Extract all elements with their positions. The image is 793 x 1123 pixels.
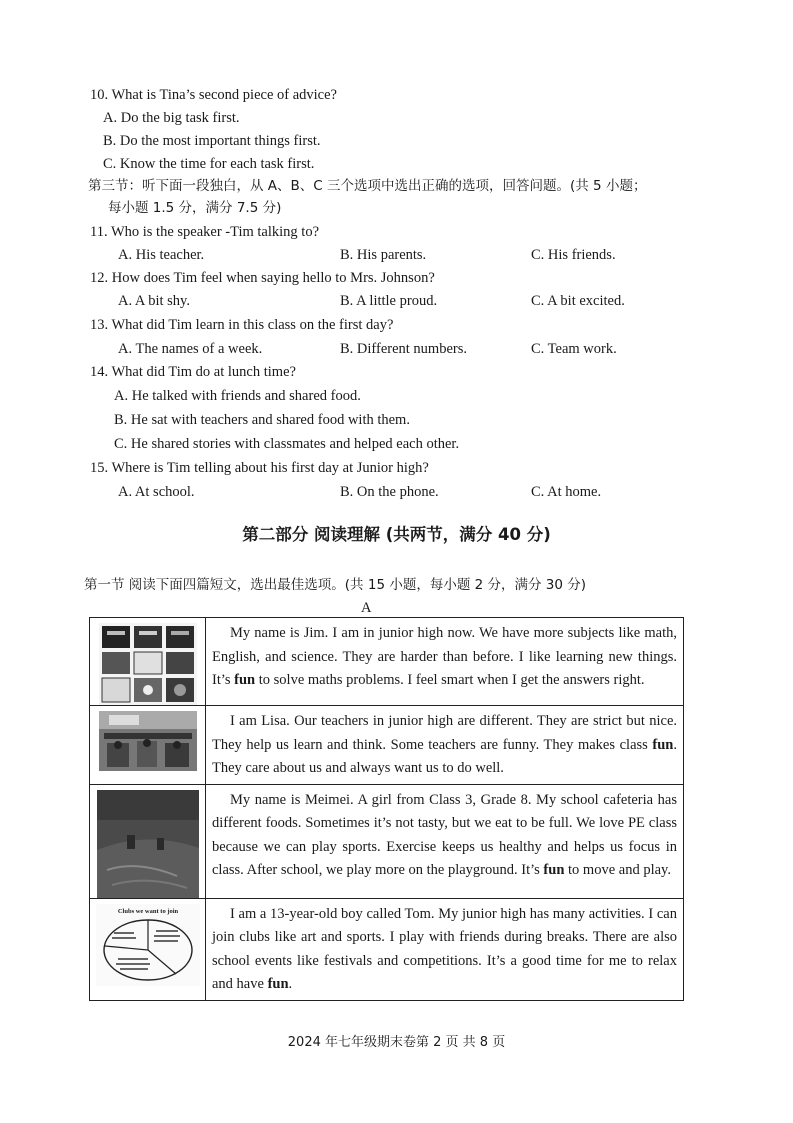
question-15-stem: 15. Where is Tim telling about his first day at Junior high? — [90, 460, 429, 476]
page-footer: 2024 年七年级期末卷第 2 页 共 8 页 — [287, 1035, 506, 1050]
question-10-option-b: B. Do the most important things first. — [103, 133, 321, 149]
pie-title: Clubs we want to join — [117, 907, 178, 915]
question-15-option-b: B. On the phone. — [340, 484, 439, 500]
question-12-option-c: C. A bit excited. — [531, 293, 625, 309]
question-15-option-c: C. At home. — [531, 484, 602, 500]
passage-picture-cell — [90, 706, 206, 785]
passage-tom: I am a 13-year-old boy called Tom. My junior high has many activities. I can join clubs like art and sports. I play with friends during breaks. There are also school events like festivals and competitions. It’s a good time for me to relax and have fun. — [212, 905, 677, 992]
question-11-option-a: A. His teacher. — [118, 247, 205, 263]
question-15-option-a: A. At school. — [118, 484, 195, 500]
part2-title: 第二部分 阅读理解 (共两节，满分 40 分) — [242, 525, 551, 544]
question-13-option-a: A. The names of a week. — [118, 341, 263, 357]
question-12-option-a: A. A bit shy. — [118, 293, 190, 309]
question-14-option-b: B. He sat with teachers and shared food with them. — [114, 412, 410, 428]
passage-picture-cell — [90, 618, 206, 706]
question-13-option-c: C. Team work. — [531, 341, 617, 357]
question-14-option-c: C. He shared stories with classmates and helped each other. — [114, 436, 460, 452]
passage-row — [90, 784, 684, 898]
passage-text-cell — [206, 706, 684, 785]
section3-instruction-line2: 每小题 1.5 分，满分 7.5 分) — [108, 200, 282, 216]
part2-section1-instruction: 第一节 阅读下面四篇短文，选出最佳选项。(共 15 小题，每小题 2 分，满分 30 分) — [84, 577, 587, 593]
passage-text-cell — [206, 618, 684, 706]
passage-row — [90, 706, 684, 785]
passage-text-cell — [206, 784, 684, 898]
passage-picture-cell — [90, 784, 206, 898]
passage-text-cell — [206, 898, 684, 1000]
clubs-pie-image — [96, 904, 200, 986]
passage-row — [90, 898, 684, 1000]
question-11-stem: 11. Who is the speaker -Tim talking to? — [90, 224, 320, 240]
subjects-collage-image — [99, 623, 197, 705]
question-13-stem: 13. What did Tim learn in this class on the first day? — [90, 317, 394, 333]
passage-meimei: My name is Meimei. A girl from Class 3, Grade 8. My school cafeteria has different foods. Sometimes it’s not tasty, but we eat to be full. We love PE class because we can play sports. Exercise keeps us healthy and helps us focus in class. After school, we play more on the playground. It’s fun to move and play. — [212, 791, 677, 878]
question-12-option-b: B. A little proud. — [340, 293, 438, 309]
passage-table — [89, 617, 684, 1001]
playground-photo-image — [97, 790, 199, 898]
question-13-option-b: B. Different numbers. — [340, 341, 467, 357]
passage-lisa: I am Lisa. Our teachers in junior high are different. They are strict but nice. They help us learn and think. Some teachers are funny. They makes class fun. They care about us and always want us to do well. — [212, 713, 677, 776]
passage-label: A — [361, 600, 372, 616]
classroom-photo-image — [99, 711, 197, 771]
section3-instruction-line1: 第三节：听下面一段独白，从 A、B、C 三个选项中选出正确的选项，回答问题。(共 5 小题； — [88, 178, 647, 194]
question-12-stem: 12. How does Tim feel when saying hello to Mrs. Johnson? — [90, 270, 435, 286]
passage-picture-cell — [90, 898, 206, 1000]
question-10-option-a: A. Do the big task first. — [103, 110, 240, 126]
question-14-stem: 14. What did Tim do at lunch time? — [90, 364, 296, 380]
question-11-option-b: B. His parents. — [340, 247, 427, 263]
passage-row — [90, 618, 684, 706]
question-11-option-c: C. His friends. — [531, 247, 616, 263]
question-10-stem: 10. What is Tina’s second piece of advice? — [90, 87, 337, 103]
question-14-option-a: A. He talked with friends and shared food. — [114, 388, 361, 404]
question-10-option-c: C. Know the time for each task first. — [103, 156, 315, 172]
passage-jim: My name is Jim. I am in junior high now. We have more subjects like math, English, and science. They are harder than before. I like learning new things. It’s fun to solve maths problems. I feel smart when I get the answers right. — [212, 625, 677, 688]
